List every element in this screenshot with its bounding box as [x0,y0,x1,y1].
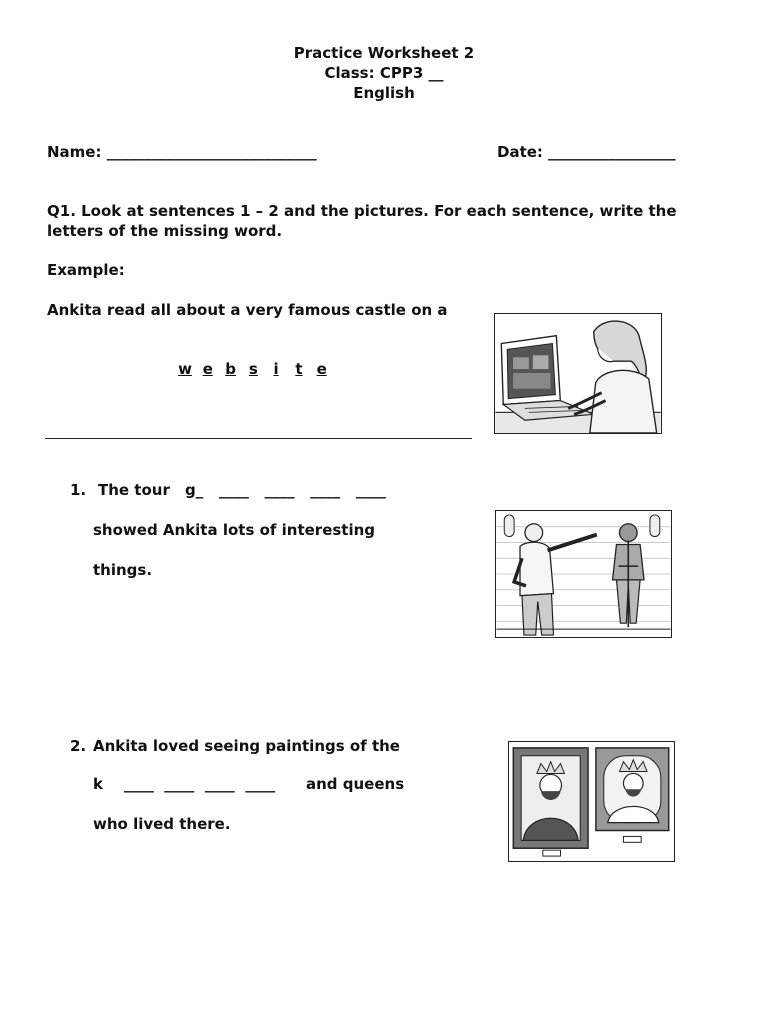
item-1-answer-blanks[interactable]: g_ ____ ____ ____ ____ [185,481,386,499]
item-1-number: 1. [70,481,87,499]
example-label: Example: [47,261,125,279]
answer-letter: e [316,360,327,378]
answer-letter: b [225,360,236,378]
example-answer-letters [176,360,331,378]
answer-letter: w [178,360,192,378]
subject-line: English [353,84,415,102]
answer-letter: s [248,360,258,378]
answer-letter: t [295,360,303,378]
q1-instruction-line2: letters of the missing word. [47,222,283,240]
name-field[interactable]: Name: ____________________________ [47,143,317,161]
item-2-line1: Ankita loved seeing paintings of the [93,737,400,755]
item-1-line3: things. [93,561,153,579]
item-2-line3: who lived there. [93,815,231,833]
item-2-answer-blanks[interactable]: k ____ ____ ____ ____ [93,775,276,793]
example-sentence: Ankita read all about a very famous castle on a [47,301,448,319]
answer-letter: i [273,360,279,378]
date-field[interactable]: Date: _________________ [497,143,676,161]
q1-instruction-line1: Q1. Look at sentences 1 – 2 and the pictures. For each sentence, write the [47,202,677,220]
item-1-prefix: The tour [98,481,170,499]
item-2-line2-suffix: and queens [306,775,405,793]
item-2-number: 2. [70,737,87,755]
tour-guide-picture [495,510,672,638]
royal-portraits-picture [508,741,675,862]
item-1-line2: showed Ankita lots of interesting [93,521,376,539]
girl-laptop-picture [494,313,662,434]
answer-letter: e [202,360,213,378]
worksheet-title: Practice Worksheet 2 [293,44,475,62]
class-line: Class: CPP3 __ [324,64,444,82]
example-divider [45,438,472,439]
